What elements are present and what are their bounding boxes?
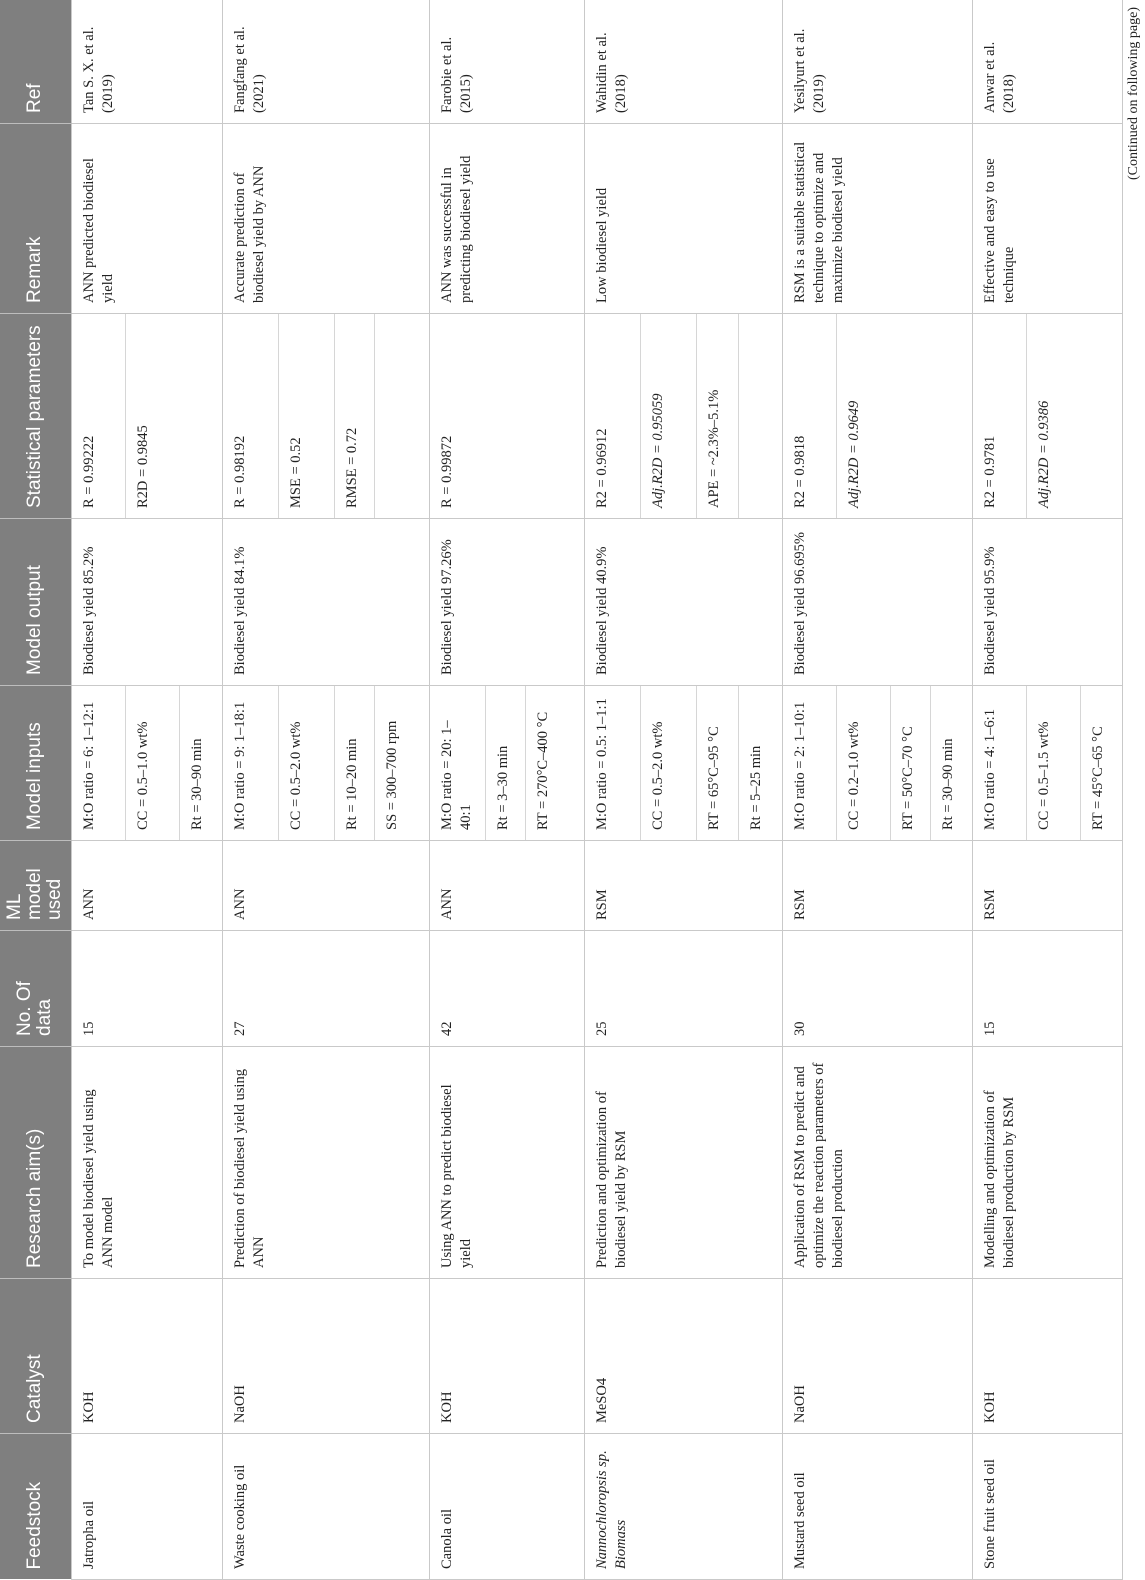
ref-cell: Yesilyurt et al. (2019) <box>782 0 972 124</box>
input-item: CC = 0.5–1.0 wt% <box>126 686 180 840</box>
input-item: M:O ratio = 9: 1–18:1 <box>231 701 248 830</box>
output-cell: Biodiesel yield 84.1% <box>222 519 429 686</box>
inputs-cell <box>584 686 782 841</box>
feedstock-cell: Nannochloropsis sp. Biomass <box>584 1434 782 1580</box>
inputs-cell <box>71 686 222 841</box>
stats-cell: R = 0.99872 <box>429 314 584 519</box>
stat-item: RMSE = 0.72 <box>335 314 375 518</box>
output-cell: Biodiesel yield 40.9% <box>584 519 782 686</box>
input-item: CC = 0.5–2.0 wt% <box>279 686 335 840</box>
input-item: Rt = 10–20 min <box>335 686 375 840</box>
model-cell: ANN <box>71 841 222 931</box>
ref-cell: Anwar et al. (2018) <box>972 0 1122 124</box>
output-cell: Biodiesel yield 96.695% <box>782 519 972 686</box>
r2d-value: R2D = 0.9845 <box>135 425 151 508</box>
header-model-output: Model output <box>0 519 71 686</box>
catalyst-cell: KOH <box>71 1279 222 1434</box>
stats-cell <box>222 314 429 519</box>
stats-cell <box>584 314 782 519</box>
input-item: RT = 45°C–65 °C <box>1081 686 1117 840</box>
header-feedstock: Feedstock <box>0 1434 71 1580</box>
stats-cell <box>972 314 1122 519</box>
n-data-cell: 15 <box>972 931 1122 1047</box>
aim-cell: To model biodiesel yield using ANN model <box>71 1047 222 1279</box>
table-row <box>584 0 782 1580</box>
catalyst-cell: KOH <box>429 1279 584 1434</box>
n-data-cell: 25 <box>584 931 782 1047</box>
model-cell: ANN <box>222 841 429 931</box>
n-data-cell: 42 <box>429 931 584 1047</box>
input-item: Rt = 3–30 min <box>486 686 526 840</box>
ref-cell: Tan S. X. et al. (2019) <box>71 0 222 124</box>
table-row <box>222 0 429 1580</box>
table-row <box>782 0 972 1580</box>
input-item: RT = 50°C–70 °C <box>891 686 931 840</box>
remark-cell: Effective and easy to use technique <box>972 124 1122 314</box>
n-data-cell: 27 <box>222 931 429 1047</box>
aim-cell: Modelling and optimization of biodiesel production by RSM <box>972 1047 1122 1279</box>
input-item: RT = 65°C–95 °C <box>697 686 739 840</box>
catalyst-cell: NaOH <box>222 1279 429 1434</box>
inputs-cell <box>222 686 429 841</box>
header-ref: Ref <box>0 0 71 124</box>
header-remark: Remark <box>0 124 71 314</box>
stat-item: Adj.R2D = 0.9649 <box>837 314 873 518</box>
aim-cell: Application of RSM to predict and optimize the reaction parameters of biodiesel production <box>782 1047 972 1279</box>
model-cell: RSM <box>782 841 972 931</box>
inputs-cell <box>429 686 584 841</box>
input-item: RT = 270°C–400 °C <box>526 686 562 840</box>
inputs-cell <box>782 686 972 841</box>
input-item: M:O ratio = 20: 1–40:1 <box>438 720 474 830</box>
model-cell: RSM <box>972 841 1122 931</box>
inputs-cell <box>972 686 1122 841</box>
output-cell: Biodiesel yield 85.2% <box>71 519 222 686</box>
stat-item: R2 = 0.9781 <box>981 435 998 508</box>
table-row <box>429 0 584 1580</box>
header-no-of-data: No. Of data <box>0 931 71 1047</box>
header-research-aims: Research aim(s) <box>0 1047 71 1279</box>
input-item: M:O ratio = 2: 1–10:1 <box>791 701 808 830</box>
ref-cell: Wahidin et al. (2018) <box>584 0 782 124</box>
catalyst-cell: NaOH <box>782 1279 972 1434</box>
output-cell: Biodiesel yield 95.9% <box>972 519 1122 686</box>
feedstock-cell: Stone fruit seed oil <box>972 1434 1122 1580</box>
feedstock-cell: Jatropha oil <box>71 1434 222 1580</box>
continued-note: (Continued on following page) <box>1126 6 1141 180</box>
remark-cell: ANN predicted biodiesel yield <box>71 124 222 314</box>
model-cell: ANN <box>429 841 584 931</box>
stat-item: APE = ~2.3%–5.1% <box>697 314 739 518</box>
stats-cell <box>71 314 222 519</box>
stat-item: R2 = 0.96912 <box>593 428 610 508</box>
aim-cell: Using ANN to predict biodiesel yield <box>429 1047 584 1279</box>
stat-item: R = 0.98192 <box>231 435 248 508</box>
ref-cell: Fangfang et al. (2021) <box>222 0 429 124</box>
input-item: Rt = 30–90 min <box>931 686 967 840</box>
remark-cell: Accurate prediction of biodiesel yield by ANN <box>222 124 429 314</box>
stat-item: MSE = 0.52 <box>279 314 335 518</box>
stats-cell <box>782 314 972 519</box>
header-ml-model: ML model used <box>0 841 71 931</box>
input-item: M:O ratio = 0.5: 1–1:1 <box>593 698 610 830</box>
catalyst-cell: MeSO4 <box>584 1279 782 1434</box>
input-item: Rt = 5–25 min <box>739 686 775 840</box>
stat-item: Adj.R2D = 0.9386 <box>1027 314 1063 518</box>
feedstock-cell: Canola oil <box>429 1434 584 1580</box>
input-item: M:O ratio = 4: 1–6:1 <box>981 709 998 830</box>
header-row <box>0 0 71 1580</box>
input-item: CC = 0.5–1.5 wt% <box>1027 686 1081 840</box>
stat-item <box>375 314 392 518</box>
aim-cell: Prediction and optimization of biodiesel yield by RSM <box>584 1047 782 1279</box>
stat-item: R2 = 0.9818 <box>791 435 808 508</box>
n-data-cell: 15 <box>71 931 222 1047</box>
header-statistical-parameters: Statistical parameters <box>0 314 71 519</box>
catalyst-cell: KOH <box>972 1279 1122 1434</box>
table-row <box>972 0 1122 1580</box>
header-catalyst: Catalyst <box>0 1279 71 1434</box>
table-row <box>71 0 222 1580</box>
input-item: M:O ratio = 6: 1–12:1 <box>80 701 97 830</box>
stat-item <box>739 314 756 518</box>
input-item: CC = 0.5–2.0 wt% <box>641 686 697 840</box>
stat-item <box>126 314 162 518</box>
remark-cell: RSM is a suitable statistical technique to optimize and maximize biodiesel yield <box>782 124 972 314</box>
feedstock-cell: Mustard seed oil <box>782 1434 972 1580</box>
input-item: CC = 0.2–1.0 wt% <box>837 686 891 840</box>
n-data-cell: 30 <box>782 931 972 1047</box>
stat-item: Adj.R2D = 0.95059 <box>641 314 697 518</box>
ref-cell: Farobie et al. (2015) <box>429 0 584 124</box>
stat-item: R = 0.99222 <box>80 435 97 508</box>
input-item: Rt = 30–90 min <box>180 686 216 840</box>
model-cell: RSM <box>584 841 782 931</box>
remark-cell: Low biodiesel yield <box>584 124 782 314</box>
output-cell: Biodiesel yield 97.26% <box>429 519 584 686</box>
feedstock-cell: Waste cooking oil <box>222 1434 429 1580</box>
input-item: SS = 300–700 rpm <box>375 686 411 840</box>
remark-cell: ANN was successful in predicting biodiesel yield <box>429 124 584 314</box>
aim-cell: Prediction of biodiesel yield using ANN <box>222 1047 429 1279</box>
header-model-inputs: Model inputs <box>0 686 71 841</box>
